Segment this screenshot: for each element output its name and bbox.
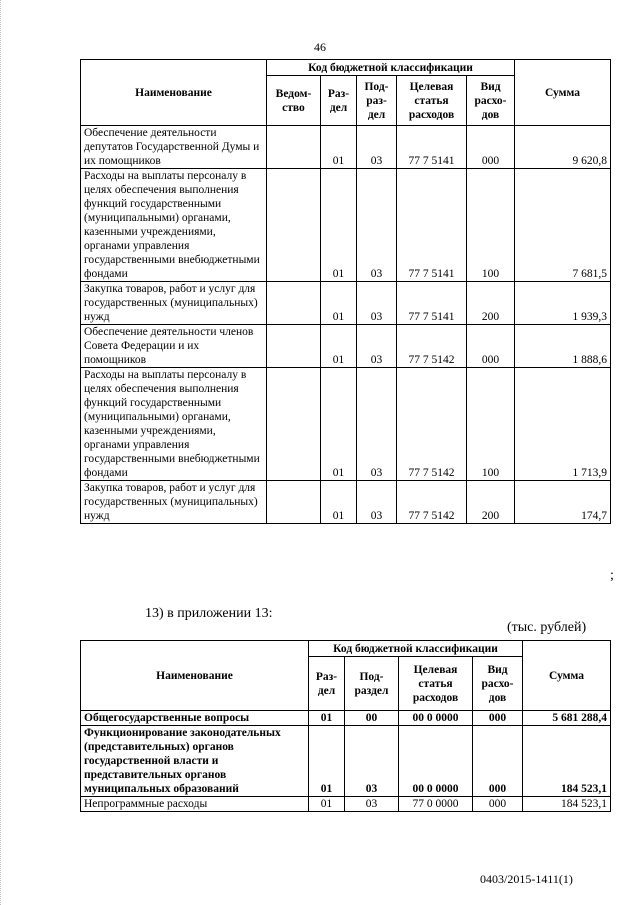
- table-row: [81, 282, 611, 325]
- row-vid: 100: [467, 368, 515, 481]
- row-vid: 200: [467, 481, 515, 524]
- page-number: 46: [314, 40, 326, 54]
- header-code-group: Код бюджетной классификации: [309, 641, 523, 657]
- section-heading: 13) в приложении 13:: [145, 606, 273, 621]
- row-razdel: 01: [321, 169, 357, 282]
- header-statya: Целевая статья расходов: [399, 657, 473, 711]
- row-name: Общегосударственные вопросы: [81, 711, 309, 726]
- row-podrazdel: 03: [357, 169, 397, 282]
- row-vedomstvo: [267, 481, 321, 524]
- row-sum: 1 713,9: [515, 368, 611, 481]
- row-razdel: 01: [321, 325, 357, 368]
- row-name: Функционирование законодательных (представительных) органов государственной власти и представительных органов муниципальных образований: [81, 726, 309, 797]
- row-vid: 000: [467, 325, 515, 368]
- document-number: 0403/2015-1411(1): [480, 872, 573, 886]
- row-vid: 000: [473, 711, 523, 726]
- row-statya: 00 0 0000: [399, 711, 473, 726]
- row-sum: 1 939,3: [515, 282, 611, 325]
- row-name: Непрограммные расходы: [81, 797, 309, 812]
- header-code-group: Код бюджетной классификации: [267, 60, 515, 76]
- row-podrazdel: 03: [357, 325, 397, 368]
- row-razdel: 01: [309, 726, 345, 797]
- row-vid: 200: [467, 282, 515, 325]
- row-podrazdel: 03: [345, 797, 399, 812]
- table2-body: [81, 711, 611, 812]
- row-name: Закупка товаров, работ и услуг для государственных (муниципальных) нужд: [81, 282, 267, 325]
- header-podrazdel: Под-раз-дел: [357, 76, 397, 126]
- row-vedomstvo: [267, 126, 321, 169]
- header-name: Наименование: [81, 641, 309, 711]
- row-statya: 77 7 5142: [397, 481, 467, 524]
- table-row: [81, 169, 611, 282]
- row-name: Закупка товаров, работ и услуг для государственных (муниципальных) нужд: [81, 481, 267, 524]
- row-name: Обеспечение деятельности членов Совета Федерации и их помощников: [81, 325, 267, 368]
- table-row: [81, 481, 611, 524]
- table-row: [81, 711, 611, 726]
- table-row: [81, 126, 611, 169]
- row-razdel: 01: [321, 368, 357, 481]
- row-podrazdel: 03: [357, 282, 397, 325]
- header-podrazdel: Под-раздел: [345, 657, 399, 711]
- row-vid: 100: [467, 169, 515, 282]
- row-vedomstvo: [267, 368, 321, 481]
- row-razdel: 01: [309, 797, 345, 812]
- row-sum: 9 620,8: [515, 126, 611, 169]
- trailing-semicolon: ;: [610, 568, 614, 583]
- row-statya: 00 0 0000: [399, 726, 473, 797]
- row-vid: 000: [473, 726, 523, 797]
- table1-body: [81, 126, 611, 524]
- table-row: [81, 726, 611, 797]
- row-sum: 184 523,1: [523, 797, 611, 812]
- row-statya: 77 7 5141: [397, 169, 467, 282]
- row-vid: 000: [467, 126, 515, 169]
- row-statya: 77 7 5142: [397, 368, 467, 481]
- row-sum: 5 681 288,4: [523, 711, 611, 726]
- row-podrazdel: 03: [357, 126, 397, 169]
- row-podrazdel: 03: [357, 481, 397, 524]
- row-name: Обеспечение деятельности депутатов Государственной Думы и их помощников: [81, 126, 267, 169]
- row-podrazdel: 03: [345, 726, 399, 797]
- row-statya: 77 7 5141: [397, 126, 467, 169]
- row-sum: 184 523,1: [523, 726, 611, 797]
- row-name: Расходы на выплаты персоналу в целях обеспечения выполнения функций государственными (муниципальными) органами, казенными учреждениями, органами управления государственными внебюджетными фондами: [81, 169, 267, 282]
- row-vid: 000: [473, 797, 523, 812]
- row-vedomstvo: [267, 169, 321, 282]
- budget-table-1: [80, 59, 611, 524]
- row-razdel: 01: [321, 126, 357, 169]
- header-statya: Целевая статья расходов: [397, 76, 467, 126]
- header-razdel: Раз-дел: [309, 657, 345, 711]
- row-statya: 77 7 5141: [397, 282, 467, 325]
- row-vedomstvo: [267, 282, 321, 325]
- row-podrazdel: 03: [357, 368, 397, 481]
- header-vedomstvo: Ведом-ство: [267, 76, 321, 126]
- row-podrazdel: 00: [345, 711, 399, 726]
- header-vid: Вид расхо-дов: [473, 657, 523, 711]
- header-vid: Вид расхо-дов: [467, 76, 515, 126]
- table-row: [81, 368, 611, 481]
- scan-edge: [0, 0, 4, 905]
- row-razdel: 01: [309, 711, 345, 726]
- row-statya: 77 0 0000: [399, 797, 473, 812]
- header-razdel: Раз-дел: [321, 76, 357, 126]
- header-name: Наименование: [81, 60, 267, 126]
- row-razdel: 01: [321, 481, 357, 524]
- units-label: (тыс. рублей): [507, 620, 587, 635]
- row-vedomstvo: [267, 325, 321, 368]
- table-row: [81, 325, 611, 368]
- table-row: [81, 797, 611, 812]
- row-sum: 174,7: [515, 481, 611, 524]
- header-sum: Сумма: [523, 641, 611, 711]
- budget-table-2: [80, 640, 611, 812]
- row-name: Расходы на выплаты персоналу в целях обеспечения выполнения функций государственными (муниципальными) органами, казенными учреждениями, органами управления государственными внебюджетными фондами: [81, 368, 267, 481]
- header-sum: Сумма: [515, 60, 611, 126]
- row-statya: 77 7 5142: [397, 325, 467, 368]
- row-sum: 7 681,5: [515, 169, 611, 282]
- row-sum: 1 888,6: [515, 325, 611, 368]
- row-razdel: 01: [321, 282, 357, 325]
